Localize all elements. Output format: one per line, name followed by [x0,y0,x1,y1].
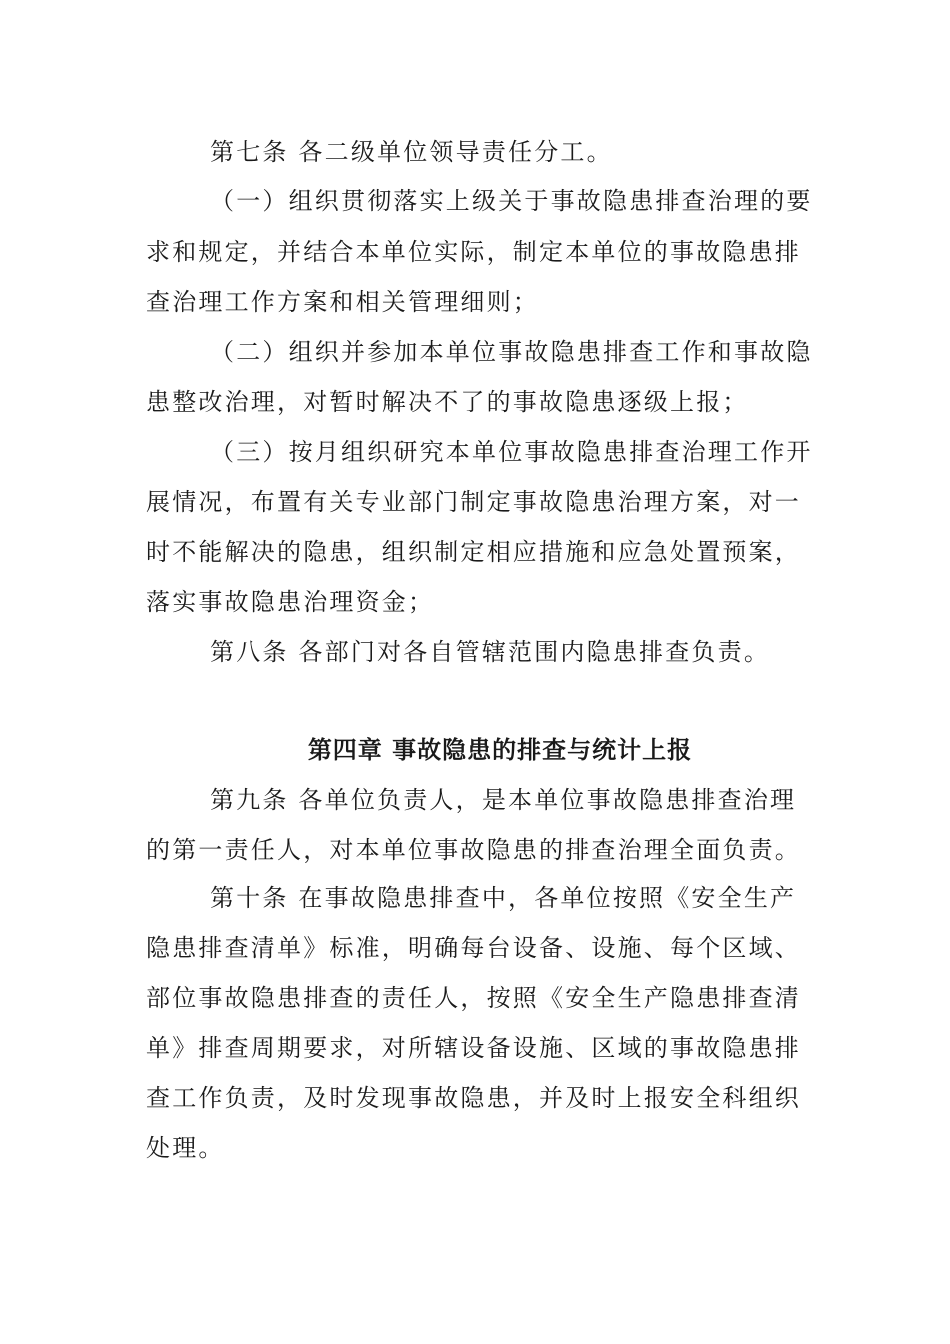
article-10-line-3: 部位事故隐患排查的责任人，按照《安全生产隐患排查清 [146,984,801,1012]
article-9-line-1: 第九条 各单位负责人，是本单位事故隐患排查治理 [210,786,797,814]
article-10-line-4: 单》排查周期要求，对所辖设备设施、区域的事故隐患排 [146,1034,801,1062]
article-8: 第八条 各部门对各自管辖范围内隐患排查负责。 [210,638,771,666]
article-7-item-3-line-2: 展情况，布置有关专业部门制定事故隐患治理方案，对一 [146,488,801,516]
article-9-line-2: 的第一责任人，对本单位事故隐患的排查治理全面负责。 [146,836,801,864]
article-10-line-5: 查工作负责，及时发现事故隐患，并及时上报安全科组织 [146,1084,801,1112]
article-7-item-2-line-2: 患整改治理，对暂时解决不了的事故隐患逐级上报； [146,388,749,416]
article-10-line-2: 隐患排查清单》标准，明确每台设备、设施、每个区域、 [146,934,801,962]
article-7-title: 第七条 各二级单位领导责任分工。 [210,138,613,166]
article-7-item-1-line-3: 查治理工作方案和相关管理细则； [146,288,539,316]
chapter-4-heading: 第四章 事故隐患的排查与统计上报 [307,736,693,764]
article-7-item-3-line-1: （三）按月组织研究本单位事故隐患排查治理工作开 [210,438,813,466]
article-7-item-1-line-1: （一）组织贯彻落实上级关于事故隐患排查治理的要 [210,187,813,215]
article-7-item-3-line-4: 落实事故隐患治理资金； [146,588,435,616]
article-7-item-2-line-1: （二）组织并参加本单位事故隐患排查工作和事故隐 [210,338,813,366]
article-7-item-1-line-2: 求和规定，并结合本单位实际，制定本单位的事故隐患排 [146,238,801,266]
article-10-line-1: 第十条 在事故隐患排查中，各单位按照《安全生产 [210,884,797,912]
article-7-item-3-line-3: 时不能解决的隐患，组织制定相应措施和应急处置预案， [146,538,801,566]
article-10-line-6: 处理。 [146,1134,225,1162]
